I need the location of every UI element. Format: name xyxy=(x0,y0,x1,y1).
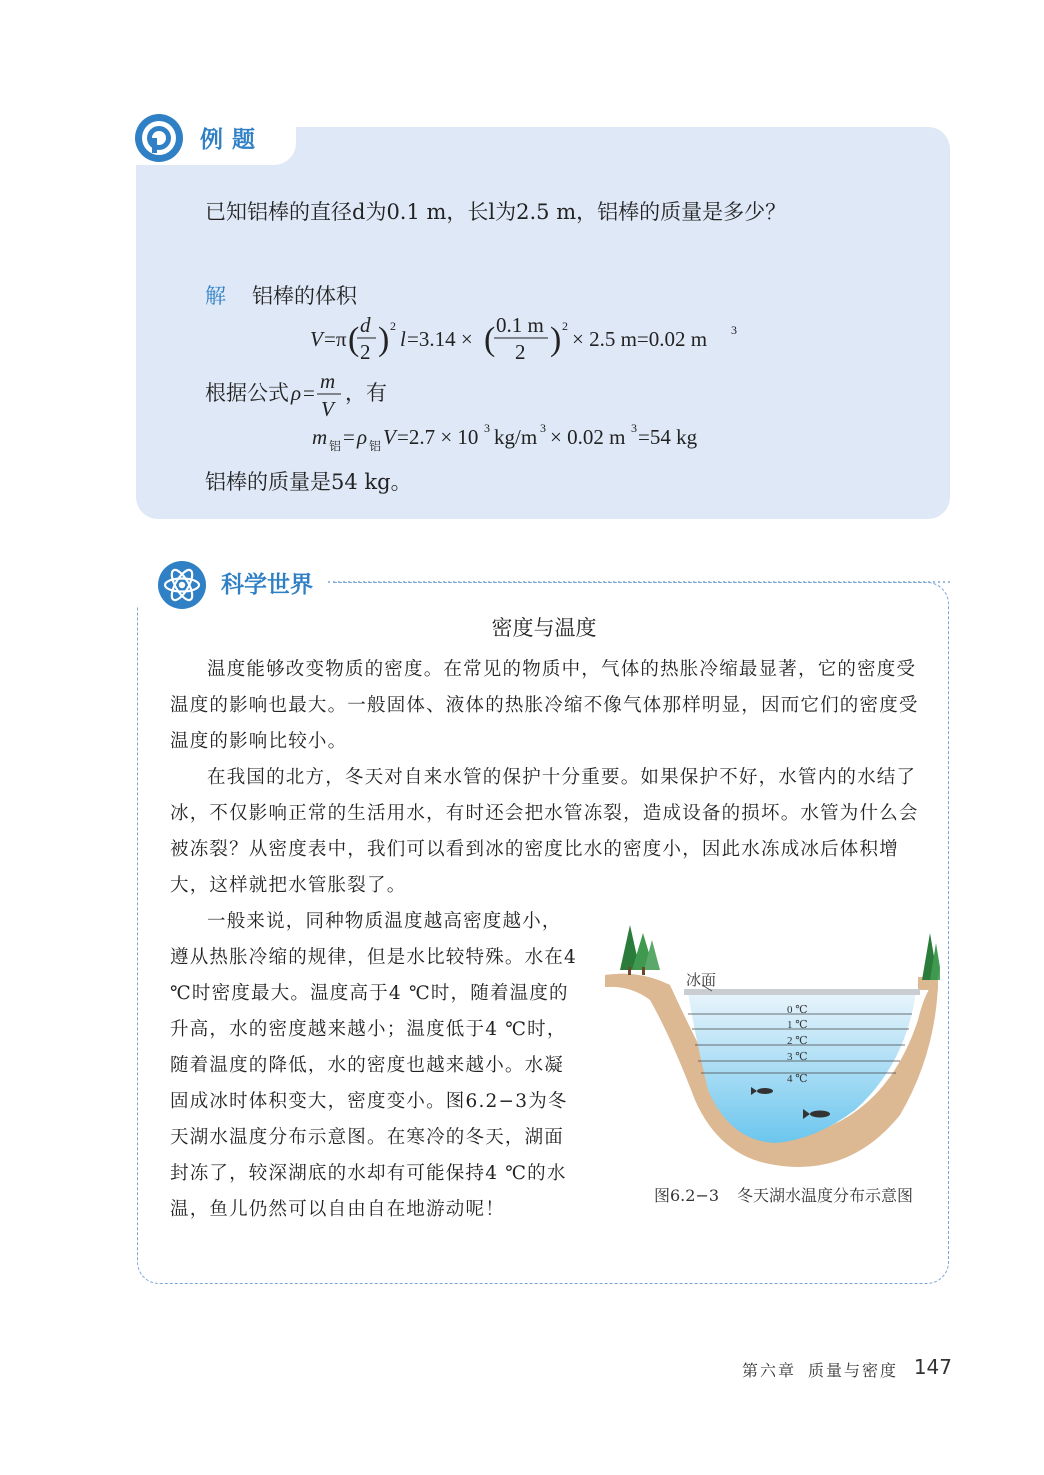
science-world-title: 科学世界 xyxy=(221,572,313,598)
svg-text:3: 3 xyxy=(631,421,637,435)
header-dotted-line xyxy=(328,578,950,586)
example-conclusion: 铝棒的质量是54 kg。 xyxy=(205,470,412,494)
svg-text:铝: 铝 xyxy=(329,439,342,453)
svg-text:ρ: ρ xyxy=(357,425,368,449)
paragraph-3: 一般来说，同种物质温度越高密度越小，遵从热胀冷缩的规律，但是水比较特殊。水在4 ℃时密度最大。温度高于4 ℃时，随着温度的升高，水的密度越来越小；温度低于4 ℃时，随着温度的降低，水的密度也越来越小。水凝固成冰时体积变大，密度变小。图6.2−3为冬天湖水温度分布示意图。在寒冷的冬天，湖面封冻了，较深湖底的水却有可能保持4 ℃的水温，鱼儿仍然可以自由自在地游动呢！ xyxy=(170,911,577,1220)
svg-text:× 0.02 m: × 0.02 m xyxy=(550,425,626,449)
svg-text:V: V xyxy=(321,397,334,421)
svg-text:3: 3 xyxy=(731,323,737,337)
svg-text:=: = xyxy=(343,425,355,449)
svg-text:): ) xyxy=(550,321,562,358)
svg-text:=: = xyxy=(303,381,315,405)
volume-formula xyxy=(300,310,760,372)
tree-icon xyxy=(922,933,940,980)
svg-text:2: 2 xyxy=(390,319,396,333)
solution-text: 铝棒的体积 xyxy=(252,284,357,308)
svg-text:(: ( xyxy=(348,321,360,358)
page-number: 147 xyxy=(913,1355,952,1379)
target-icon xyxy=(133,112,185,164)
temp-label-2: 2 ℃ xyxy=(787,1035,808,1047)
atom-icon xyxy=(157,560,207,610)
svg-text:=π: =π xyxy=(324,327,347,351)
svg-text:V: V xyxy=(310,327,323,351)
svg-text:根据公式: 根据公式 xyxy=(205,381,289,405)
svg-text:kg/m: kg/m xyxy=(494,425,538,449)
page-footer xyxy=(742,1358,898,1381)
paragraph-2: 在我国的北方，冬天对自来水管的保护十分重要。如果保护不好，水管内的水结了冰，不仅影响正常的生活用水，有时还会把水管冻裂，造成设备的损坏。水管为什么会被冻裂？从密度表中，我们可以看到冰的密度比水的密度小，因此水冻成冰后体积增大，这样就把水管胀裂了。 xyxy=(170,767,919,896)
svg-text:× 2.5 m=0.02 m: × 2.5 m=0.02 m xyxy=(572,327,708,351)
temp-label-0: 0 ℃ xyxy=(787,1004,808,1016)
svg-text:2: 2 xyxy=(515,340,526,364)
example-question: 已知铝棒的直径d为0.1 m，长l为2.5 m，铝棒的质量是多少？ xyxy=(205,200,787,224)
svg-text:ρ: ρ xyxy=(291,381,302,405)
example-title: 例题 xyxy=(200,127,264,153)
svg-text:V: V xyxy=(383,425,396,449)
svg-text:d: d xyxy=(360,313,371,337)
svg-text:0.1 m: 0.1 m xyxy=(496,313,544,337)
svg-text:): ) xyxy=(378,321,390,358)
svg-text:=54 kg: =54 kg xyxy=(638,425,698,449)
lake-temperature-diagram xyxy=(600,915,940,1175)
svg-text:=3.14 ×: =3.14 × xyxy=(407,327,473,351)
svg-text:m: m xyxy=(320,369,336,393)
temp-label-3: 3 ℃ xyxy=(787,1051,808,1063)
section-subtitle: 密度与温度 xyxy=(491,616,597,640)
svg-text:2: 2 xyxy=(360,340,371,364)
temp-label-1: 1 ℃ xyxy=(787,1019,808,1031)
svg-text:l: l xyxy=(400,327,406,351)
svg-text:3: 3 xyxy=(484,421,490,435)
tree-icon xyxy=(620,925,660,975)
figure-caption xyxy=(654,1183,913,1206)
svg-text:=2.7 × 10: =2.7 × 10 xyxy=(397,425,479,449)
svg-text:(: ( xyxy=(484,321,496,358)
svg-text:2: 2 xyxy=(562,319,568,333)
mass-formula xyxy=(312,420,752,456)
figure-number: 图6.2−3 xyxy=(654,1186,720,1205)
svg-text:铝: 铝 xyxy=(369,439,382,453)
chapter-title: 质量与密度 xyxy=(807,1361,898,1380)
ice-label: 冰面 xyxy=(686,971,717,989)
solution-label: 解 xyxy=(205,284,226,308)
chapter-label: 第六章 xyxy=(741,1361,796,1380)
figure-caption-text: 冬天湖水温度分布示意图 xyxy=(737,1186,914,1205)
svg-text:m: m xyxy=(312,425,328,449)
svg-text:3: 3 xyxy=(540,421,546,435)
svg-text:，有: ，有 xyxy=(345,381,387,405)
temp-label-4: 4 ℃ xyxy=(787,1073,808,1085)
paragraph-1: 温度能够改变物质的密度。在常见的物质中，气体的热胀冷缩最显著，它的密度受温度的影响也最大。一般固体、液体的热胀冷缩不像气体那样明显，因而它们的密度受温度的影响比较小。 xyxy=(170,659,919,752)
